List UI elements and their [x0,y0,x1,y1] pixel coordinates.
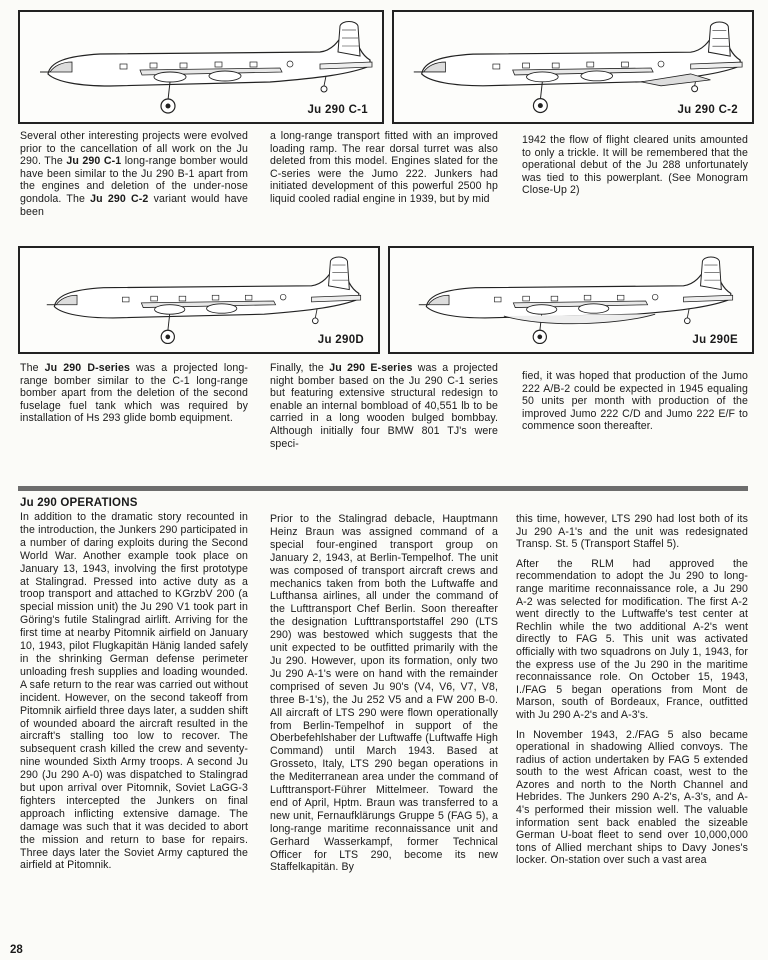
page-number: 28 [10,944,23,956]
text-run: was a projected night bomber based on the Ju 290 C-1 series but featuring extensive structural redesign to enable an internal bombload of 40,551 lb to be carried in a long wooden bulged bombbay. Although initially four BMW 801 TJ's were speci- [270,362,498,450]
section-heading: Ju 290 OPERATIONS [20,497,138,509]
text-row1-col3: 1942 the flow of flight cleared units amounted to only a trickle. It will be remembered that the operational debut of the Ju 288 unfortunately was tied to this powerplant. (See Monogram Close-Up 2) [522,134,748,197]
figure-caption: Ju 290D [317,334,364,346]
section-divider [18,486,748,491]
figure-ju290e [388,246,754,354]
paragraph: In November 1943, 2./FAG 5 also became operational in shadowing Allied convoys. The radius of action undertaken by FAG 5 extended south to the west African coast, west to the Azores and north to the North Channel and Hebrides. The Junkers 290 A-2's, A-3's, and A-4's performed their mission well. The valuable information sent back enabled the sizeable German U-boat fleet to send over 10,000,000 tons of Allied merchant ships to Davy Jones's locker. On-station over such a vast area [516,728,748,867]
text-run: Several other interesting projects were evolved prior to the cancellation of all work on the Ju 290. The [20,130,248,168]
operations-col2: Prior to the Stalingrad debacle, Hauptmann Heinz Braun was assigned command of a special four-engined transport group on January 2, 1943, at Berlin-Tempelhof. The unit was composed of transport aircraft crews and mechanics taken from both the Luftwaffe and Lufthansa airlines, all under the command of the Lufttransport Chef Berlin. Soon thereafter the designation Lufttransportstaffel 290 (LTS 290) was bestowed which suggests that the unit expected to be outfitted primarily with the Ju 290. However, upon its formation, only two Ju 290 A-1's were on hand with the remainder comprised of seven Ju 90's (V4, V6, V7, V8, three B-1's), the Ju 252 V5 and a FW 200 B-0. All aircraft of LTS 290 were flown operationally from Berlin-Tempelhof in support of the Oberbefehlshaber der Luftwaffe (Luftwaffe High Command) until March 1943. Based at Grosseto, Italy, LTS 290 began operations in the Mediterranean area under the command of Lufttransport-Führer Mittelmeer. Toward the end of April, Hptm. Braun was transferred to a new unit, Fernaufklärungs Gruppe 5 (FAG 5), a long-range maritime reconnaissance unit and Gerhard Wasserkampf, former Technical Officer for LTS 290, become its new Staffelkapitän. By [270,513,498,874]
text-row2-col2 [270,362,498,450]
text-run: long-range bomber would have been similar to the Ju 290 B-1 apart from the engines and deletion of the under-nose gondola. The [20,155,249,205]
figure-caption: Ju 290 C-2 [677,104,738,116]
text-run: variant would have been [20,192,248,218]
bold-term: Ju 290 C-1 [66,155,122,168]
figure-ju290d [18,246,380,354]
text-row1-col2: a long-range transport fitted with an improved loading ramp. The rear dorsal turret was also deleted from this model. Engines slated for the C-series were the Jumo 222. Junkers had initiated development of this powerful 2500 hp liquid cooled radial engine in 1939, but by mid [270,130,498,205]
bold-term: Ju 290 C-2 [90,192,149,205]
figure-ju290-c2 [392,10,754,124]
bold-term: Ju 290 E-series [329,362,413,374]
figure-caption: Ju 290E [692,334,738,346]
text-run: was a projected long-range bomber similar to the C-1 long-range bomber apart from the deletion of the second fuselage fuel tank which was required by installation of Hs 293 glide bomb equipment. [20,362,248,425]
paragraph: this time, however, LTS 290 had lost both of its Ju 290 A-1's and the unit was redesignated Transp. St. 5 (Transport Staffel 5). [516,513,748,551]
text-row2-col1 [20,362,248,425]
text-run: Finally, the [270,362,330,374]
text-row2-col3: fied, it was hoped that production of the Jumo 222 A/B-2 could be expected in 1945 equaling 50 units per month with production of the improved Jumo 222 C/D and Jumo 222 E/F to commence soon thereafter. [522,370,748,433]
operations-col1: In addition to the dramatic story recounted in the introduction, the Junkers 290 participated in a number of daring exploits during the Second World War. Another example took place on January 13, 1943, involving the first prototype at Stalingrad. Pressed into active duty as a troop transport and attached to KGrzbV 200 (a special mission unit) the Ju 290 V1 took part in Göring's futile Stalingrad airlift. Arriving for the first time at nearby Pitomnik airfield on January 10, 1943, pilot Flugkapitän Hänig landed safely in the shrinking German defense perimeter unloading fresh supplies and loading wounded. A safe return to the rear was carried out without incident. However, on the second takeoff from Pitomnik airfield three days later, a sudden shift of wounded aboard the aircraft resulted in the aircraft's stalling too low to recover. The subsequent crash killed the crew and seventy-nine wounded Sixth Army troops. A second Ju 290 (Ju 290 A-0) was dispatched to Stalingrad but upon arrival over Pitomnik, Soviet LaGG-3 fighters intercepted the Junkers on final approach inflicting extensive damage. The damage was such that it was decided to abort the mission and return to base for repairs. Three days later the Soviet Army captured the airfield at Pitomnik. [20,511,248,872]
text-run: The [20,362,45,374]
figure-caption: Ju 290 C-1 [307,104,368,116]
bold-term: Ju 290 D-series [44,362,130,374]
text-row1-col1 [20,130,248,218]
figure-ju290-c1 [18,10,384,124]
operations-col3 [516,513,748,874]
paragraph: After the RLM had approved the recommendation to adopt the Ju 290 to long-range maritime reconnaissance role, a Ju 290 A-2 was selected for modification. The first A-2 went directly to the Luftwaffe's test center at Rechlin while the two additional A-2's went directly to FAG 5. This unit was activated officially with two squadrons on July 1, 1943, for the express use of the Ju 290 in the maritime reconnaissance role. On October 15, 1943, I./FAG 5 began operations from Mont de Marson, south of Bordeaux, France, outfitted with Ju 290 A-2's and A-3's. [516,557,748,721]
